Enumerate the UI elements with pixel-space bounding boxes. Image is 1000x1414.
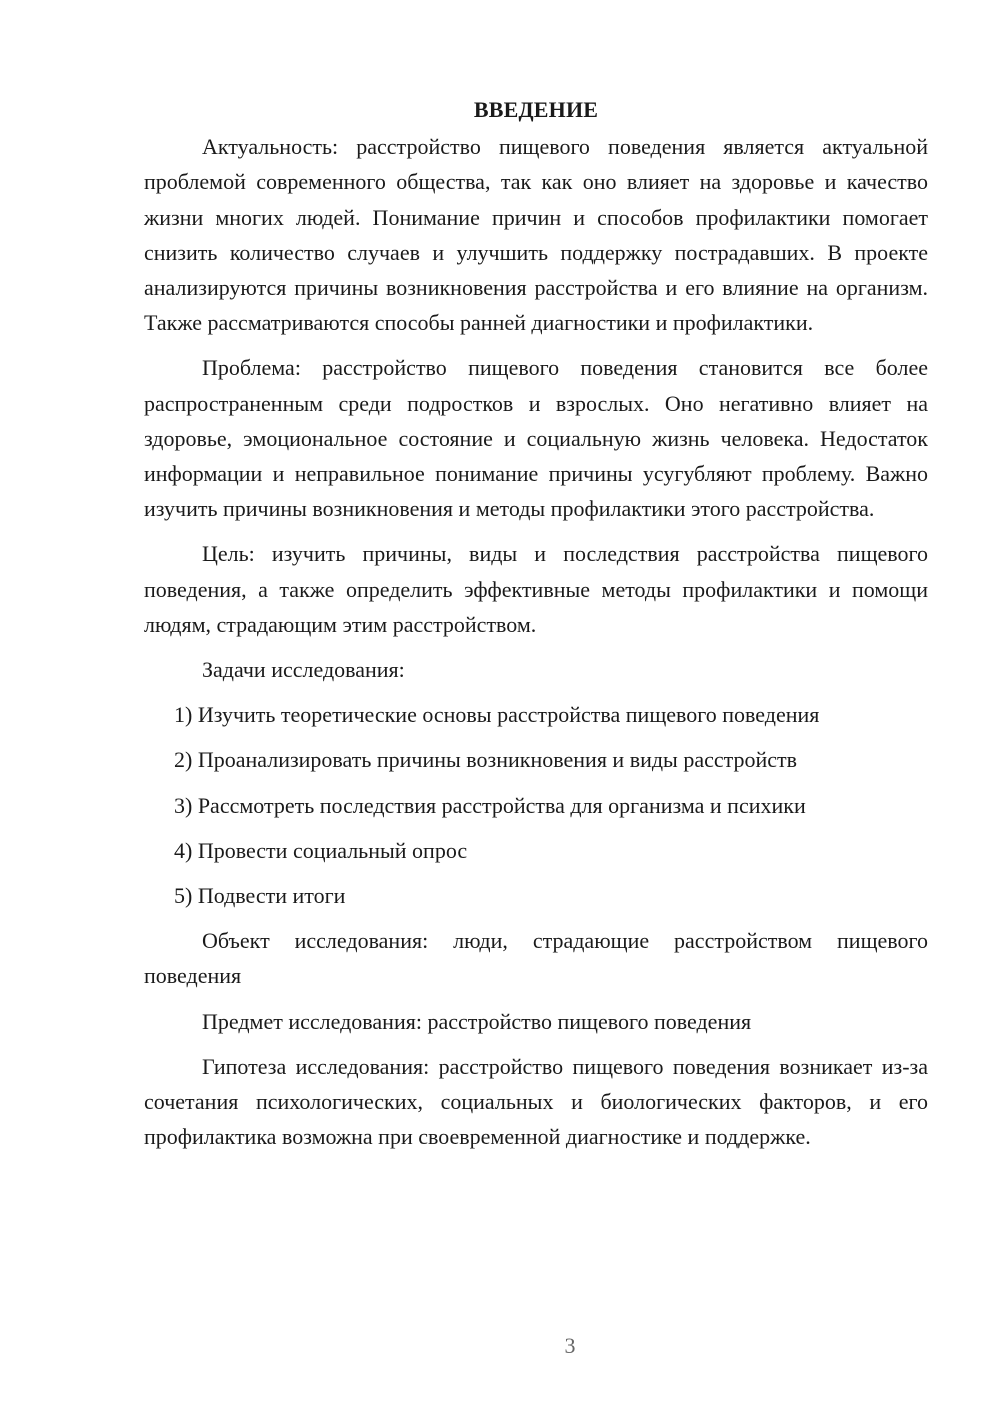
page-number: 3 (564, 1333, 576, 1358)
problem-paragraph: Проблема: расстройство пищевого поведения становится все более распространенным среди подростков и взрослых. Оно негативно влияет на здоровье, эмоциональное состояние и социальную жизнь человека. Недостаток информации и неправильное понимание причины усугубляют проблему. Важно изучить причины возникновения и методы профилактики этого расстройства. (144, 355, 928, 522)
task-item: 2) Проанализировать причины возникновения и виды расстройств (174, 747, 798, 773)
relevance-paragraph: Актуальность: расстройство пищевого поведения является актуальной проблемой современного общества, так как оно влияет на здоровье и качество жизни многих людей. Понимание причин и способов профилактики помогает снизить количество случаев и улучшить поддержку пострадавших. В проекте анализируются причины возникновения расстройства и его влияние на организм. Также рассматриваются способы ранней диагностики и профилактики. (144, 134, 928, 336)
subject-paragraph: Предмет исследования: расстройство пищевого поведения (202, 1008, 752, 1034)
goal-paragraph: Цель: изучить причины, виды и последствия расстройства пищевого поведения, а также определить эффективные методы профилактики и помощи людям, страдающим этим расстройством. (144, 541, 928, 637)
task-item: 5) Подвести итоги (174, 883, 346, 909)
section-heading: ВВЕДЕНИЕ (473, 97, 599, 122)
page-content (144, 92, 928, 1154)
tasks-title: Задачи исследования: (202, 657, 405, 683)
task-item: 3) Рассмотреть последствия расстройства для организма и психики (174, 792, 806, 818)
hypothesis-paragraph: Гипотеза исследования: расстройство пищевого поведения возникает из-за сочетания психологических, социальных и биологических факторов, и его профилактика возможна при своевременной диагностике и поддержке. (144, 1053, 928, 1150)
object-paragraph: Объект исследования: люди, страдающие расстройством пищевого поведения (144, 928, 928, 989)
task-item: 4) Провести социальный опрос (174, 837, 468, 863)
tasks-list (144, 697, 928, 913)
task-item: 1) Изучить теоретические основы расстройства пищевого поведения (174, 702, 820, 728)
